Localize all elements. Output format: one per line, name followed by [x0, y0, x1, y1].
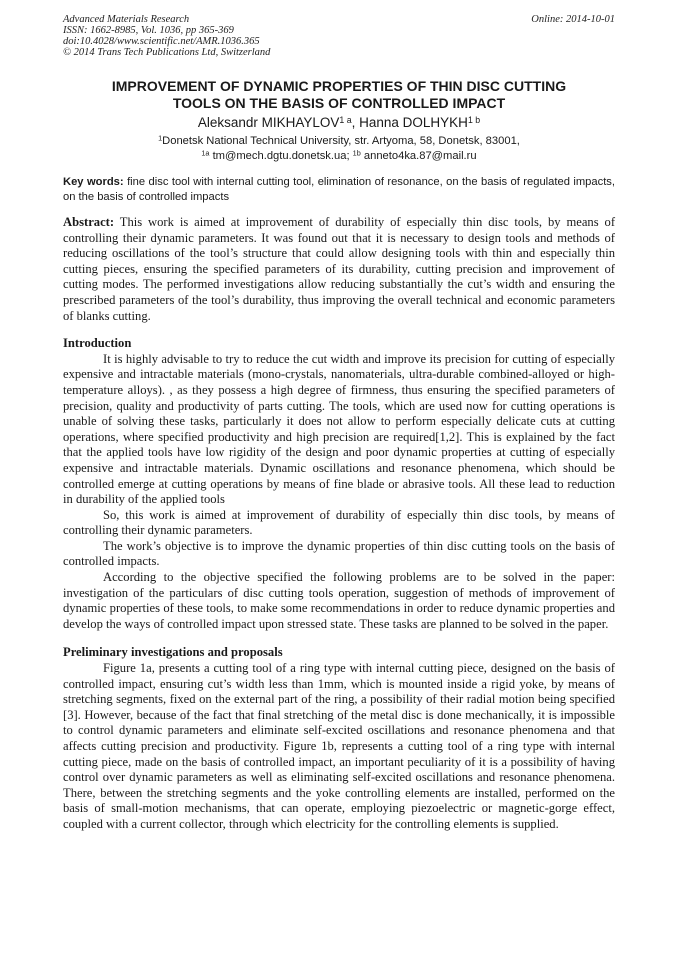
preliminary-heading: Preliminary investigations and proposals — [63, 645, 283, 660]
introduction-paragraph: It is highly advisable to try to reduce the cut width and improve its precision for cutting of especially expensive and intractable materials (mono-crystals, nanomaterials, ultra-durable combined-alloyed or high-temperature alloys). , as they possess a high degree of firmness, thus ensuring the specified parameters of precision, quality and productivity of parts cutting. The tools, which are used now for cutting operations is unable of solving these tasks, particularly it does not allow to perform especially delicate cuts at cutting operations, where specified productivity and high precision are required[1,2]. This is explained by the fact that the applied tools have low rigidity of the design and poor dynamic properties at cutting of especially expensive and intractable materials. Dynamic oscillations and resonance phenomena, which should be controlled emerge at cutting operations by means of fine blade or abrasive tools. All these lead to reduction in durability of the applied tools — [63, 351, 615, 507]
email-a[interactable]: tm@mech.dgtu.donetsk.ua; — [212, 150, 350, 162]
abstract-block — [63, 215, 615, 324]
author-1: Aleksandr MIKHAYLOV — [197, 115, 340, 130]
author-separator: , — [351, 115, 360, 130]
introduction-section — [63, 336, 615, 632]
preliminary-paragraph: Figure 1a, presents a cutting tool of a ring type with internal cutting piece, designed on the basis of controlled impact, ensuring cut’s width less than 1mm, which is mounted inside a rigid yoke, by means of stretching segments, fixed on the external part of the ring, a possibility of their radial motion being specified [3]. However, because of the fact that final stretching of the metal disc is done mechanically, it is impossible to control dynamic parameters and eliminate self-excited oscillations and resonance phenomena and that affects cutting precision and productivity. Figure 1b, represents a cutting tool of a ring type with internal cutting piece, made on the basis of controlled impact, an important peculiarity of it is a possibility of having control over dynamic parameters as well as eliminating self-excited oscillations and resonance phenomena. There, between the stretching segments and the yoke controlling elements are installed, performed on the basis of small-motion mechanisms, that can operate, employing piezoelectric or magnetic-gorge effect, coupled with a current collector, through which electricity for the controlling elements is supplied. — [63, 661, 615, 831]
issn-line: ISSN: 1662-8985, Vol. 1036, pp 365-369 — [63, 25, 234, 36]
affiliation — [63, 134, 615, 164]
copyright-line: © 2014 Trans Tech Publications Ltd, Switzerland — [63, 47, 271, 58]
abstract-text: This work is aimed at improvement of durability of especially thin disc tools, by means of controlling their dynamic parameters. It was found out that it is necessary to design tools and methods of reducing oscillations of the tool’s structure that could allow designing tools with thin and especially thin cutting pieces, ensuring the specified parameters of its durability, cutting precision and improvement of cutting modes. The performed investigations allow reducing substantially the cut’s width and ensuring the prescribed parameters of the tool’s durability, thus improving the overall technical and economic parameters of blanks cutting. — [63, 215, 616, 323]
preliminary-section — [63, 645, 615, 832]
paper-title — [63, 78, 615, 112]
author-2-affiliation-mark: 1 b — [467, 115, 481, 126]
keywords-block — [63, 175, 615, 205]
introduction-body — [63, 352, 615, 633]
introduction-paragraph: So, this work is aimed at improvement of durability of especially thin disc tools, by means of controlling their dynamic parameters. — [63, 507, 615, 538]
introduction-paragraph: The work’s objective is to improve the dynamic properties of thin disc cutting tools on the basis of controlled impacts. — [63, 538, 615, 569]
journal-header — [63, 14, 615, 58]
introduction-paragraph: According to the objective specified the following problems are to be solved in the paper: investigation of the particulars of disc cutting tools operation, suggestion of methods of improvement of dynamic properties of these tools, to make some recommendations in order to reduce dynamic properties and develop the ways of controlled impact upon stressed state. These tasks are planned to be solved in the paper. — [63, 570, 615, 631]
keywords-text: fine disc tool with internal cutting tool, elimination of resonance, on the basis of regulated impacts, on the basis of controlled impacts — [63, 176, 616, 203]
institution-address: Donetsk National Technical University, str. Artyoma, 58, Donetsk, 83001, — [162, 135, 520, 147]
title-line-1: IMPROVEMENT OF DYNAMIC PROPERTIES OF THIN DISC CUTTING — [111, 78, 567, 94]
journal-name: Advanced Materials Research — [63, 14, 190, 25]
author-list — [63, 114, 615, 131]
online-date: Online: 2014-10-01 — [531, 14, 615, 25]
author-2: Hanna DOLHYKH — [359, 115, 468, 130]
doi-line: doi:10.4028/www.scientific.net/AMR.1036.365 — [63, 36, 260, 47]
preliminary-body — [63, 661, 615, 833]
keywords-label: Key words: — [63, 176, 124, 188]
paper-page — [63, 14, 615, 833]
title-line-2: TOOLS ON THE BASIS OF CONTROLLED IMPACT — [172, 95, 506, 111]
email-b-mark: 1b — [352, 148, 361, 158]
author-1-affiliation-mark: 1 a — [339, 115, 352, 126]
abstract-label: Abstract: — [63, 215, 115, 229]
affiliation-institution-line — [63, 134, 615, 149]
email-a-mark: 1a — [201, 148, 210, 158]
affiliation-email-line — [63, 149, 615, 164]
email-b[interactable]: anneto4ka.87@mail.ru — [363, 150, 477, 162]
introduction-heading: Introduction — [63, 336, 132, 351]
affiliation-mark: 1 — [158, 133, 163, 143]
